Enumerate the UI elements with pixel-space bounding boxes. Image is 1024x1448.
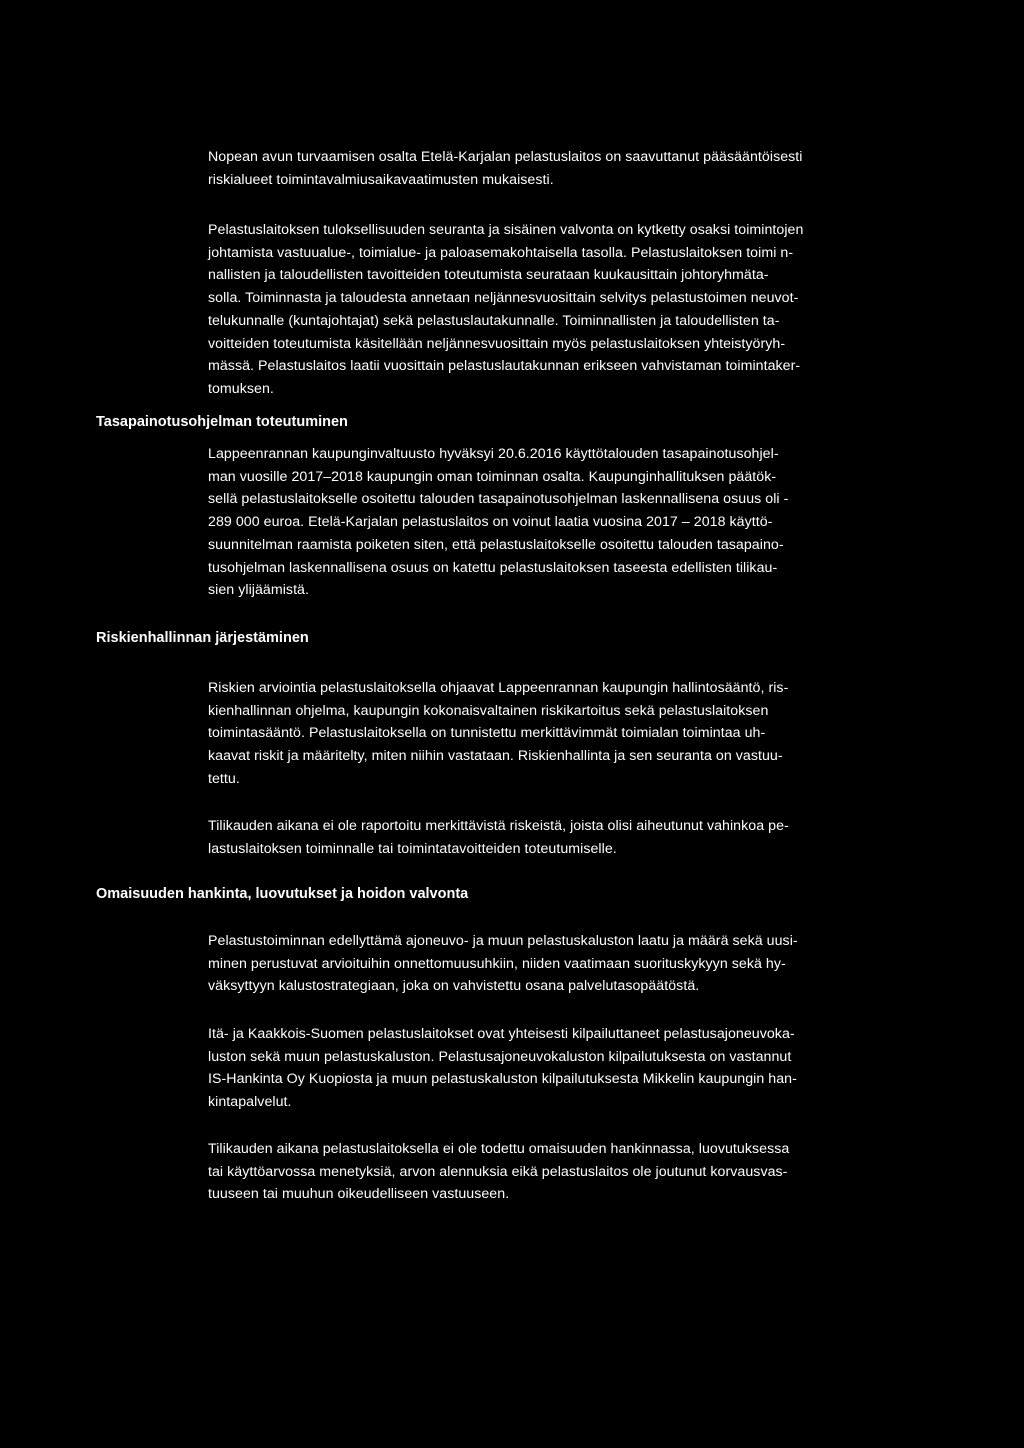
text-line: IS-Hankinta Oy Kuopiosta ja muun pelastuskaluston kilpailutuksesta Mikkelin kaupungin han- [208,1071,797,1088]
text-line: Riskien arviointia pelastuslaitoksella ohjaavat Lappeenrannan kaupungin hallintosääntö, ris- [208,680,789,696]
text-line: suunnitelman raamista poiketen siten, että pelastuslaitokselle osoitettu talouden tasapaino- [208,536,784,553]
paragraph-balancing-program [208,443,948,602]
paragraph-risk-assessment [208,677,948,791]
paragraph-emergency-response [208,146,948,191]
text-line: tai käyttöarvossa menetyksiä, arvon alennuksia eikä pelastuslaitos ole joutunut korvausvas- [208,1163,788,1180]
text-line: lastuslaitoksen toiminnalle tai toimintatavoitteiden toteutumiselle. [208,840,617,857]
text-line: Lappeenrannan kaupunginvaltuusto hyväksyi 20.6.2016 käyttötalouden tasapainotusohjel- [208,446,779,462]
paragraph-risk-reporting [208,815,948,860]
text-line: voitteiden toteutumista käsitellään neljännesvuosittain myös pelastuslaitoksen yhteistyöryh- [208,335,786,352]
text-line: luston sekä muun pelastuskaluston. Pelastusajoneuvokaluston kilpailutuksesta on vastannut [208,1048,792,1065]
text-line: kaavat riskit ja määritelty, miten niihin vastataan. Riskienhallinta ja sen seuranta on vastuu- [208,748,783,765]
text-line: väksyttyyn kalustostrategiaan, joka on vahvistettu osana palvelutasopäätöstä. [208,978,700,995]
text-line: tomuksen. [208,380,274,397]
paragraph-joint-procurement [208,1023,948,1114]
text-line: kintapalvelut. [208,1094,292,1111]
text-line: Tilikauden aikana ei ole raportoitu merkittävistä riskeistä, joista olisi aiheutunut vahinkoa pe- [208,818,789,834]
text-line: toimintasääntö. Pelastuslaitoksella on tunnistettu merkittävimmät toimialan toimintaa uh- [208,725,766,742]
text-line: Pelastustoiminnan edellyttämä ajoneuvo- ja muun pelastuskaluston laatu ja määrä sekä uusi- [208,933,798,949]
text-line: nallisten ja taloudellisten tavoitteiden toteutumista seurataan kuukausittain johtoryhmäta- [208,267,769,284]
text-line: 289 000 euroa. Etelä-Karjalan pelastuslaitos on voinut laatia vuosina 2017 – 2018 käyttö- [208,514,773,531]
section-heading-risk-management: Riskienhallinnan järjestäminen [96,630,309,646]
text-line: tettu. [208,770,240,787]
text-line: sellä pelastuslaitokselle osoitettu talouden tasapainotusohjelman laskennallisena osuus oli - [208,491,789,508]
text-line: tuuseen tai muuhun oikeudelliseen vastuuseen. [208,1186,510,1203]
text-line: sien ylijäämistä. [208,582,309,599]
text-line: riskialueet toimintavalmiusaikavaatimusten mukaisesti. [208,171,554,188]
text-line: tusohjelman laskennallisena osuus on katettu pelastuslaitoksen taseesta edellisten tilikau- [208,559,778,576]
paragraph-equipment-strategy [208,930,948,998]
paragraph-asset-losses [208,1138,948,1206]
text-line: man vuosille 2017–2018 kaupungin oman toiminnan osalta. Kaupunginhallituksen päätök- [208,468,777,485]
text-line: Tilikauden aikana pelastuslaitoksella ei ole todettu omaisuuden hankinnassa, luovutuksessa [208,1141,790,1157]
text-line: mässä. Pelastuslaitos laatii vuosittain pelastuslautakunnan erikseen vahvistaman toimintaker- [208,358,801,375]
text-line: solla. Toiminnasta ja taloudesta annetaan neljännesvuosittain selvitys pelastustoimen neuvot- [208,290,799,307]
text-line: Pelastuslaitoksen tuloksellisuuden seuranta ja sisäinen valvonta on kytketty osaksi toimintojen [208,222,804,238]
text-line: kienhallinnan ohjelma, kaupungin kokonaisvaltainen riskikartoitus sekä pelastuslaitoksen [208,702,769,719]
section-heading-balancing-program: Tasapainotusohjelman toteutuminen [96,414,348,430]
paragraph-performance-monitoring [208,219,948,401]
text-line: johtamista vastuualue-, toimialue- ja paloasemakohtaisella tasolla. Pelastuslaitoksen toimi n- [208,244,794,261]
text-line: Nopean avun turvaamisen osalta Etelä-Karjalan pelastuslaitos on saavuttanut pääsääntöisesti [208,149,803,165]
section-heading-asset-management: Omaisuuden hankinta, luovutukset ja hoidon valvonta [96,886,469,902]
text-line: minen perustuvat arvioituihin onnettomuusuhkiin, niiden vaatimaan suorituskykyyn sekä hy- [208,955,786,972]
text-line: telukunnalle (kuntajohtajat) sekä pelastuslautakunnalle. Toiminnallisten ja taloudellisten ta- [208,312,780,329]
text-line: Itä- ja Kaakkois-Suomen pelastuslaitokset ovat yhteisesti kilpailuttaneet pelastusajoneuvoka- [208,1026,795,1042]
